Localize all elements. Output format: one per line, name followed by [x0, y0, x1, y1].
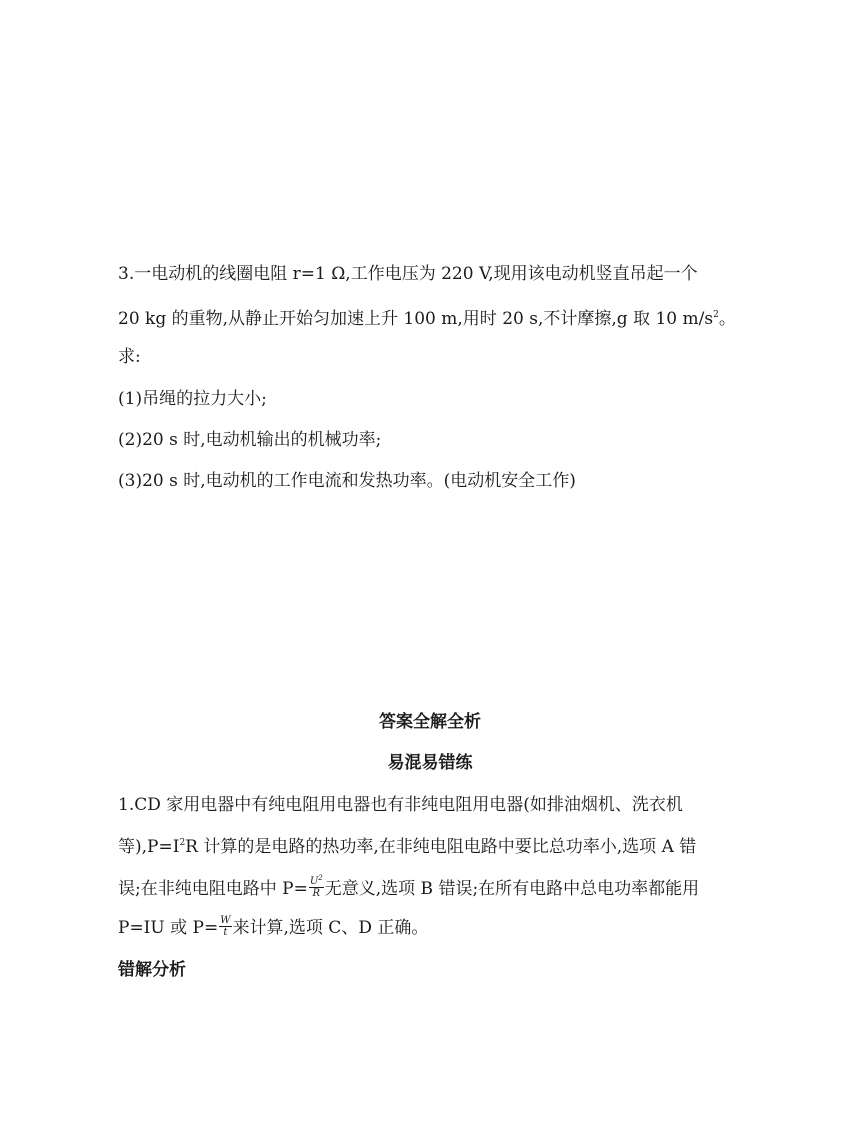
question-item-3: (3)20 s 时,电动机的工作电流和发热功率。(电动机安全工作)	[118, 471, 576, 491]
superscript: 2	[318, 874, 323, 882]
answer-subheading: 易混易错练	[387, 753, 473, 773]
answer-p1-line-4-a: P=IU 或 P=	[118, 918, 219, 938]
answer-heading: 答案全解全析	[379, 712, 481, 732]
fraction-denominator: R	[312, 888, 321, 899]
question-line-1: 3.一电动机的线圈电阻 r=1 Ω,工作电压为 220 V,现用该电动机竖直吊起一个	[118, 264, 698, 284]
fraction-numerator: W	[220, 915, 231, 926]
answer-p1-line-2-a: 等),P=I	[118, 837, 180, 857]
answer-p1-line-3-a: 误;在非纯电阻电路中 P=	[118, 879, 308, 899]
question-line-3: 求:	[118, 347, 141, 367]
section-title-error-analysis: 错解分析	[118, 960, 186, 980]
question-item-2: (2)20 s 时,电动机输出的机械功率;	[118, 430, 382, 450]
fraction-denominator: t	[223, 927, 228, 938]
answer-p1-line-4	[118, 917, 428, 940]
answer-p1-line-2	[118, 836, 696, 858]
superscript: 2	[713, 310, 719, 320]
superscript: 2	[179, 838, 186, 848]
question-item-1: (1)吊绳的拉力大小;	[118, 389, 267, 409]
answer-p1-line-3	[118, 874, 700, 901]
fraction-numerator	[309, 876, 324, 888]
answer-p1-line-3-b: 无意义,选项 B 错误;在所有电路中总电功率都能用	[324, 879, 700, 899]
question-line-2-end: 。	[718, 309, 736, 329]
answer-p1-line-2-b: R 计算的是电路的热功率,在非纯电阻电路中要比总功率小,选项 A 错	[185, 837, 697, 857]
fraction-numerator-text: U	[309, 876, 319, 887]
fraction-w-over-t	[219, 915, 231, 938]
question-line-2	[118, 308, 736, 330]
fraction-u2-over-r	[309, 876, 324, 899]
answer-p1-line-1: 1.CD 家用电器中有纯电阻用电器也有非纯电阻用电器(如排油烟机、洗衣机	[118, 795, 683, 815]
question-line-2-text: 20 kg 的重物,从静止开始匀加速上升 100 m,用时 20 s,不计摩擦,g 取 10 m/s	[118, 309, 714, 329]
answer-p1-line-4-b: 来计算,选项 C、D 正确。	[232, 918, 429, 938]
